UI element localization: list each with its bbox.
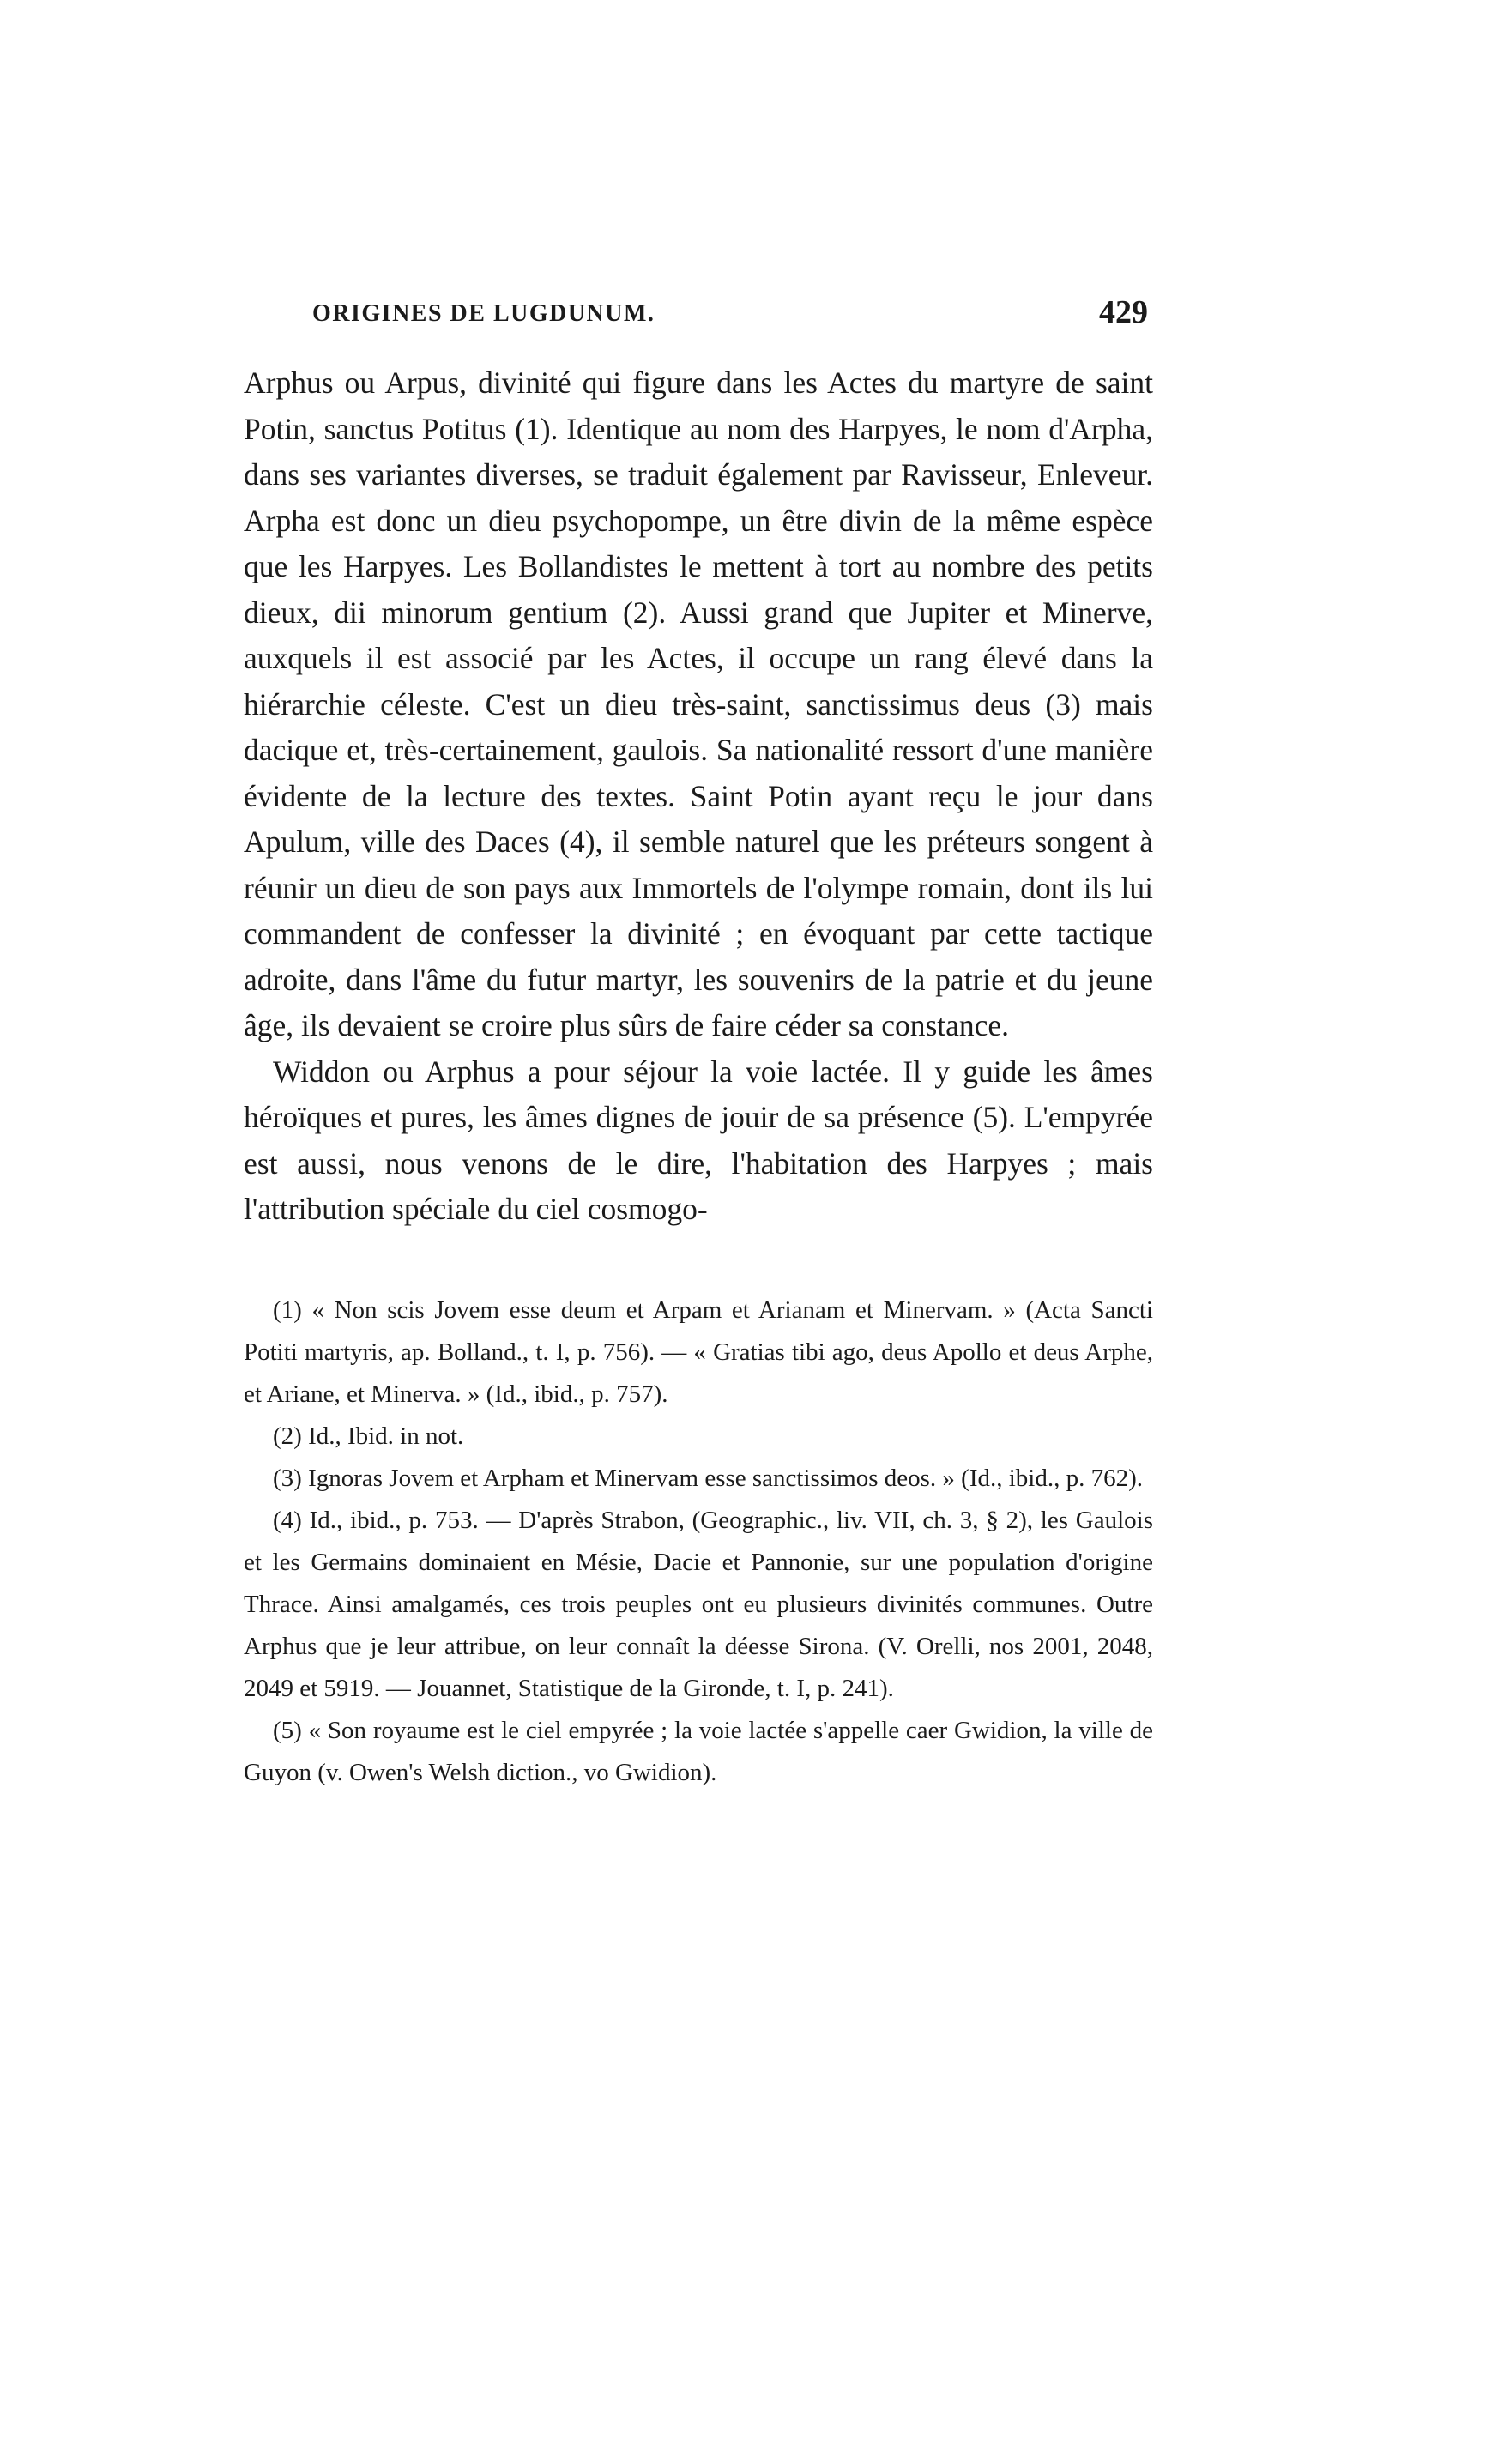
footnote-2: (2) Id., Ibid. in not. (273, 1422, 464, 1450)
paragraph-1: Arphus ou Arpus, divinité qui figure dans les Actes du martyre de saint Potin, sanctus Potitus (1). Identique au nom des Harpyes, le nom d'Arpha, dans ses variantes diverses, se traduit également par Ravisseur, Enleveur. Arpha est donc un dieu psychopompe, un être divin de la même espèce que les Harpyes. Les Bollandistes le mettent à tort au nombre des petits dieux, dii minorum gentium (2). Aussi grand que Jupiter et Minerve, auxquels il est associé par les Actes, il occupe un rang élevé dans la hiérarchie céleste. C'est un dieu très-saint, sanctissimus deus (3) mais dacique et, très-certainement, gaulois. Sa nationalité ressort d'une manière évidente de la lecture des textes. Saint Potin ayant reçu le jour dans Apulum, ville des Daces (4), il semble naturel que les préteurs songent à réunir un dieu de son pays aux Immortels de l'olympe romain, dont ils lui commandent de confesser la divinité ; en évoquant par cette tactique adroite, dans l'âme du futur martyr, les souvenirs de la patrie et du jeune âge, ils devaient se croire plus sûrs de faire céder sa constance. (244, 365, 1153, 1042)
page-header (244, 283, 1153, 335)
footnote-3: (3) Ignoras Jovem et Arpham et Minervam esse sanctissimos deos. » (Id., ibid., p. 762). (273, 1464, 1144, 1492)
book-page (244, 283, 1153, 1794)
footnote-4: (4) Id., ibid., p. 753. — D'après Strabon, (Geographic., liv. VII, ch. 3, § 2), les Gaulois et les Germains dominaient en Mésie, Dacie et Pannonie, sur une population d'origine Thrace. Ainsi amalgamés, ces trois peuples ont eu plusieurs divinités communes. Outre Arphus que je leur attribue, on leur connaît la déesse Sirona. (V. Orelli, nos 2001, 2048, 2049 et 5919. — Jouannet, Statistique de la Gironde, t. I, p. 241). (244, 1506, 1153, 1702)
paragraph-2: Widdon ou Arphus a pour séjour la voie lactée. Il y guide les âmes héroïques et pures, les âmes dignes de jouir de sa présence (5). L'empyrée est aussi, nous venons de le dire, l'habitation des Harpyes ; mais l'attribution spéciale du ciel cosmogo- (244, 1054, 1153, 1226)
page-number: 429 (1099, 294, 1148, 330)
footnote-1: (1) « Non scis Jovem esse deum et Arpam et Arianam et Minervam. » (Acta Sancti Potiti martyris, ap. Bolland., t. I, p. 756). — « Gratias tibi ago, deus Apollo et deus Arphe, et Ariane, et Minerva. » (Id., ibid., p. 757). (244, 1295, 1153, 1408)
footnote-5: (5) « Son royaume est le ciel empyrée ; la voie lactée s'appelle caer Gwidion, la ville de Guyon (v. Owen's Welsh diction., vo Gwidion). (244, 1716, 1153, 1786)
main-text (244, 360, 1153, 1233)
footnotes (244, 1289, 1153, 1794)
running-title: ORIGINES DE LUGDUNUM. (312, 300, 655, 327)
